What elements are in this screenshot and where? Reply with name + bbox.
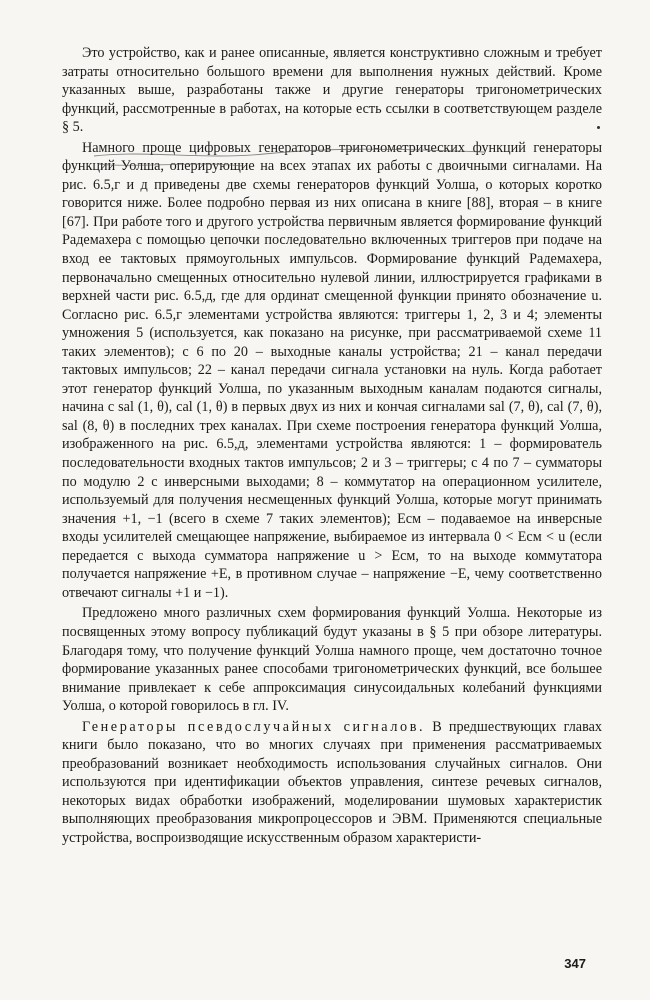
paragraph-3: Предложено много различных схем формирования функций Уолша. Некоторые из посвященных этому вопросу публикаций будут указаны в § 5 при обзоре литературы. Благодаря тому, что получение функций Уолша намного проще, чем достаточно точное формирование указанных ранее способами тригонометрических функций, все большее внимание привлекает к себе аппроксимация синусоидальных колебаний функциями Уолша, о которой говорилось в гл. IV.: [62, 605, 602, 715]
paragraph-1: Это устройство, как и ранее описанные, является конструктивно сложным и требует затраты относительно большого времени для выполнения нужных действий. Кроме указанных выше, разработаны также и другие генераторы тригонометрических функций, рассмотренные в работах, на которые есть ссылки в соответствующем разделе § 5.: [62, 45, 602, 136]
paragraph-4: [62, 718, 602, 848]
paragraph-2: Намного проще цифровых генераторов тригонометрических функций генераторы функций Уолша, оперирующие на всех этапах их работы с двоичными сигналами. На рис. 6.5,г и д приведены две схемы генераторов функций Уолша, о которых коротко говорится ниже. Более подробно первая из них описана в книге [88], вторая – в книге [67]. При работе того и другого устройства первичным является формирование функций Радемахера с помощью цепочки последовательно включенных триггеров при подаче на вход ее тактовых прямоугольных импульсов. Формирование функций Радемахера, первоначально смещенных относительно нулевой линии, иллюстрируется графиками в верхней части рис. 6.5,д, где для ординат смещенной функции принято обозначение u. Согласно рис. 6.5,г элементами устройства являются: триггеры 1, 2, 3 и 4; элементы умножения 5 (используется, как показано на рисунке, при рассматриваемой схеме 11 таких элементов); с 6 по 20 – выходные каналы устройства; 21 – канал передачи тактовых импульсов; 22 – канал передачи сигнала установки на нуль. Когда работает этот генератор функций Уолша, по указанным выходным каналам подаются сигналы, начина с sal (1, θ), cal (1, θ) в первых двух из них и кончая сигналами sal (7, θ), cal (7, θ), sal (8, θ) в последних трех каналах. При схеме построения генератора функций Уолша, изображенного на рис. 6.5,д, элементами устройства являются: 1 – формирователь последовательности входных тактов импульсов; 2 и 3 – триггеры; с 4 по 7 – сумматоры по модулю 2 с инверсными выходами; 8 – коммутатор на операционном усилителе, используемый для получения несмещенных функций Уолша, которые могут принимать значения +1, −1 (всего в схеме 7 таких элементов); Eсм – подаваемое на инверсные входы усилителей смещающее напряжение, выбираемое из интервала 0 < Eсм < u (если передается с выхода сумматора напряжение u > Eсм, то на выходе коммутатора получается напряжение +E, в противном случае – напряжение −E, чему соответственно отвечают сигналы +1 и −1).: [62, 139, 602, 601]
handwritten-underline-mark: [84, 142, 504, 182]
dot-mark: [597, 126, 600, 129]
section-heading: Генераторы псевдослучайных сигналов.: [82, 718, 426, 735]
paragraph-4-text: В предшествующих главах книги было показано, что во многих случаях при применения рассматриваемых преобразований возникает необходимость использования случайных сигналов. Они используются при идентификации объектов управления, синтезе речевых сигналов, некоторых видах обработки изображений, моделировании шумовых характеристик выполняющих преобразования микропроцессоров и ЭВМ. Применяются специальные устройства, воспроизводящие искусственным образом характеристи-: [62, 718, 602, 846]
page-number: 347: [564, 956, 586, 971]
